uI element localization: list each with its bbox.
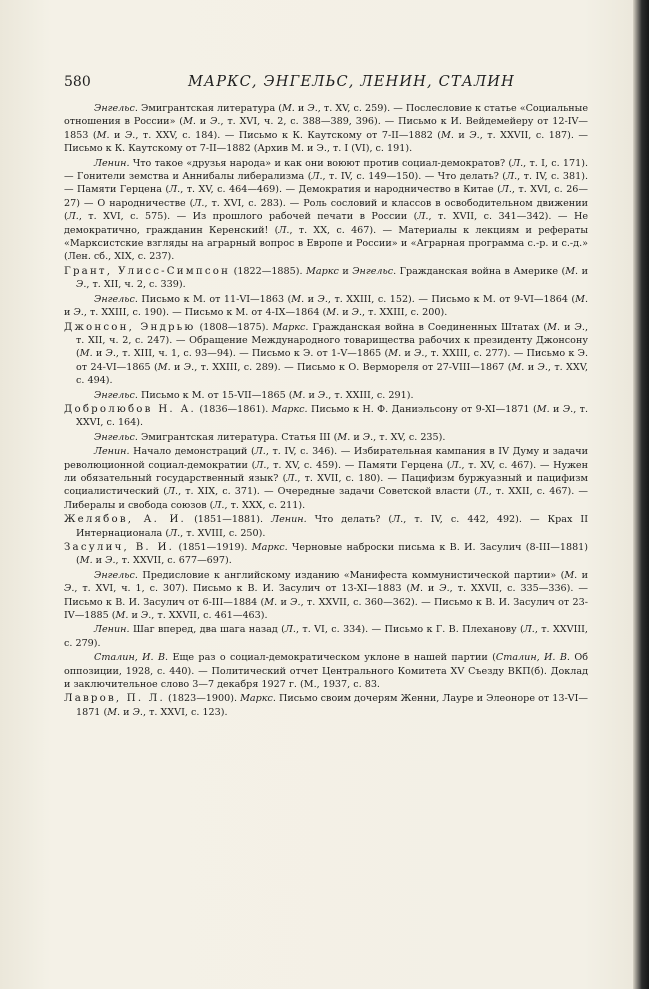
entry-text: Письмо своим дочерям Женни, Лауре и Элеоноре от 13-VI—1871 ( (76, 693, 588, 718)
entry-text: , т. XVII, с. 341—342). — Не демократично, гражданин Керенский! ( (64, 211, 588, 236)
italic-author: Л. (392, 514, 404, 526)
entry-text: и (560, 321, 575, 333)
entry-text: (1808—1875). (195, 321, 273, 333)
person-name: Лавров, П. Л. (64, 693, 165, 705)
italic-author: Ленин. (94, 446, 130, 458)
entry-text: и (92, 348, 106, 360)
italic-author: Ленин. (94, 157, 130, 169)
person-name: Джонсон, Эндрью (64, 321, 196, 333)
entry-text: и (577, 569, 588, 581)
italic-author: Э. (439, 583, 450, 595)
entry-text: и (305, 389, 318, 401)
index-subentry (64, 651, 588, 691)
index-subentry (64, 102, 588, 156)
italic-author: М. (410, 583, 423, 595)
entry-text: , т. XV, с. 235). (373, 431, 446, 443)
italic-author: Л. (278, 224, 290, 236)
entry-text: , т. XVI, ч. 1, с. 307). Письмо к В. И. Засулич от 13-XI—1883 ( (74, 583, 411, 595)
italic-author: М. (575, 293, 589, 305)
italic-author: Энгельс. (94, 569, 138, 581)
index-entry (64, 321, 588, 388)
italic-author: Л. (450, 459, 462, 471)
entry-text: , т. XV, с. 464—469). — Демократия и народничество в Китае ( (180, 184, 501, 196)
italic-author: Маркс. (251, 542, 288, 553)
italic-author: Сталин, И. В. (94, 652, 169, 664)
index-entry (64, 513, 588, 540)
italic-author: Л. (254, 446, 266, 458)
entry-text: , т. XXIII, с. 152). — Письмо к М. от 9-VI—1864 ( (327, 293, 576, 305)
italic-author: М. (565, 265, 579, 277)
entry-text: и (338, 265, 353, 277)
italic-author: М. (157, 361, 171, 373)
entry-text: , т. XXV, с. 494). (76, 361, 589, 387)
italic-author: Э. (105, 348, 116, 360)
entry-text: (1823—1900). (164, 693, 241, 705)
person-name: Добролюбов Н. А. (64, 403, 196, 415)
entry-text: , т. XII, ч. 2, с. 247). — Обращение Международного товарищества рабочих к президенту Джонсону ( (76, 321, 588, 360)
italic-author: М. (337, 431, 351, 443)
italic-author: Л. (169, 527, 181, 539)
entry-text: и (64, 307, 74, 319)
entry-text: , т. XII, ч. 2, с. 339). (86, 279, 186, 291)
running-title: МАРКС, ЭНГЕЛЬС, ЛЕНИН, СТАЛИН (187, 74, 515, 90)
entry-text: Еще раз о социал-демократическом уклоне в нашей партии ( (168, 652, 496, 664)
entry-text: , т. XXVII, с. 187). — Письмо к К. Каутскому от 7-II—1882 (Архив М. и Э., т. I (VI), с. 191). (64, 129, 588, 155)
italic-author: Э. (537, 361, 548, 373)
index-entry (64, 403, 588, 430)
italic-author: Л. (512, 157, 524, 169)
italic-author: Л. (286, 472, 298, 484)
entry-text: , т. XXIII, с. 289). — Письмо к О. Вермореля от 27-VIII—1867 ( (194, 361, 512, 373)
entry-text: , т. XXVII, с. 677—697). (115, 555, 232, 567)
page-number: 580 (64, 74, 91, 90)
index-entries (64, 102, 588, 719)
entry-text: и (453, 129, 470, 141)
italic-author: Э. (562, 403, 574, 415)
italic-author: Маркс (306, 265, 339, 277)
italic-author: Энгельс. (94, 389, 138, 401)
italic-author: Э. (64, 583, 75, 595)
entry-text: , т. XV, с. 259). — Послесловие к статье «Социальные отношения в России» ( (64, 103, 588, 128)
entry-text: и (128, 610, 141, 622)
index-subentry (64, 445, 588, 512)
entry-text: Об оппозиции, 1928, с. 440). — Политический отчет Центрального Комитета XV Съезду ВКП(б). Доклад и заключительное слово 3—7 декабря 1927 г. (М., 1937, с. 83. (64, 652, 588, 691)
entry-text: и (524, 361, 538, 373)
italic-author: Л. (167, 486, 179, 498)
italic-author: Э. (132, 706, 143, 718)
entry-text: Эмигрантская литература. Статья III ( (137, 431, 338, 443)
entry-text: Письмо к М. от 15-VII—1865 ( (137, 389, 293, 401)
entry-text: , т. XXIII, с. 291). (328, 389, 414, 401)
italic-author: М. (441, 129, 454, 141)
italic-author: М. (326, 307, 340, 319)
entry-text: , т. XXVII, с. 461—463). (151, 610, 268, 622)
entry-text: и (294, 103, 308, 114)
entry-text: и (304, 293, 318, 305)
entry-text: Письмо к Н. Ф. Даниэльсону от 9-XI—1871 ( (307, 403, 537, 415)
italic-author: Энгельс. (94, 431, 138, 443)
entry-text: , т. XIX, с. 371). — Очередные задачи Советской власти ( (178, 486, 478, 498)
entry-text: Черновые наброски письма к В. И. Засулич (8-III—1881) ( (76, 542, 589, 567)
entry-text: , т. XXIII, с. 277). — Письмо к Э. от 24-VI—1865 ( (76, 348, 589, 373)
entry-text: , т. XVI, с. 26—27) — О народничестве ( (64, 184, 588, 209)
index-entry (64, 541, 588, 568)
italic-author: Ленин. (271, 514, 307, 526)
entry-text: , т. VI, с. 334). — Письмо к Г. В. Плеханову ( (295, 624, 524, 636)
entry-text: , т. XIII, ч. 1, с. 93—94). — Письмо к Э. от 1-V—1865 ( (115, 348, 389, 360)
italic-author: Э. (317, 389, 329, 401)
entry-text: , т. XXVI, с. 164). (76, 403, 589, 429)
entry-text: , т. XXV, с. 184). — Письмо к К. Каутскому от 7-II—1882 ( (135, 129, 442, 141)
italic-author: М. (547, 321, 561, 333)
entry-text: Начало демонстраций ( (129, 446, 255, 458)
entry-text: , т. IV, с. 442, 492). — Крах II Интернационала ( (76, 514, 589, 539)
entry-text: и (120, 706, 133, 718)
index-subentry (64, 389, 588, 402)
italic-author: Э. (469, 129, 480, 141)
entry-text: и (350, 431, 363, 443)
italic-author: Э. (76, 279, 87, 291)
italic-author: М. (264, 596, 278, 608)
entry-text: , т. IV, с. 149—150). — Что делать? ( (322, 171, 507, 183)
person-name: Грант, Улисс-Симпсон (64, 265, 231, 277)
italic-author: Э. (362, 431, 374, 443)
italic-author: Э. (105, 555, 116, 567)
entry-text: , т. XXX, с. 211). (224, 499, 306, 511)
entry-text: , т. XVI, с. 575). — Из прошлого рабочей печати в России ( (78, 211, 418, 223)
entry-text: , т. I, с. 171). — Гонители земства и Аннибалы либерализма ( (64, 157, 588, 183)
italic-author: Э. (414, 348, 425, 360)
entry-text: и (277, 596, 291, 608)
entry-text: , т. XVI, ч. 2, с. 388—389, 396). — Письмо к И. Вейдемейеру от 12-IV—1853 ( (64, 116, 589, 141)
entry-text: Шаг вперед, два шага назад ( (129, 624, 285, 636)
entry-text: , т. XXIII, с. 190). — Письмо к М. от 4-IX—1864 ( (83, 307, 327, 319)
entry-text: , т. XXVIII, с. 279). (64, 624, 588, 649)
italic-author: М. (79, 555, 93, 567)
italic-author: Л. (284, 624, 296, 636)
italic-author: Маркс. (272, 321, 309, 333)
entry-text: Что такое «друзья народа» и как они воюют против социал-демократов? ( (129, 157, 513, 169)
italic-author: Э. (124, 129, 136, 141)
entry-text: , т. XX, с. 467). — Материалы к лекциям и рефераты «Марксистские взгляды на аграрный вопрос в Европе и России» и «Аграрная программа с.-р. и с.-д.» (Лен. сб., XIX, с. 237). (64, 224, 589, 263)
italic-author: Э. (290, 596, 301, 608)
entry-text: и (549, 403, 563, 415)
italic-author: Э. (317, 293, 328, 305)
italic-author: Энгельс. (94, 103, 138, 114)
index-subentry (64, 157, 588, 264)
italic-author: М. (79, 348, 93, 360)
italic-author: Л. (311, 171, 323, 183)
index-entry (64, 692, 588, 719)
italic-author: М. (291, 293, 305, 305)
italic-author: М. (115, 610, 129, 622)
entry-text: , т. XVI, с. 283). — Роль сословий и классов в освободительном движении ( (64, 197, 588, 223)
index-subentry (64, 569, 588, 623)
entry-text: (1851—1881). (186, 514, 272, 526)
italic-author: М. (536, 403, 550, 415)
person-name: Желябов, А. И. (64, 514, 186, 526)
entry-text: Письмо к М. от 11-VI—1863 ( (137, 293, 292, 305)
entry-text: (1851—1919). (174, 542, 252, 553)
person-name: Засулич, В. И. (64, 542, 175, 553)
italic-author: Э. (140, 610, 152, 622)
italic-author: Энгельс. (94, 293, 138, 305)
italic-author: Э. (307, 103, 318, 114)
italic-author: Л. (255, 459, 267, 471)
italic-author: Э. (73, 307, 84, 319)
entry-text: , т. XXVI, с. 123). (142, 706, 228, 718)
entry-text: Что делать? ( (306, 514, 393, 526)
entry-text: (1822—1885). (230, 265, 307, 277)
entry-text: , т. IV, с. 381). — Памяти Герцена ( (64, 171, 588, 196)
italic-author: М. (564, 569, 578, 581)
index-subentry (64, 623, 588, 650)
entry-text: Гражданская война в Соединенных Штатах ( (308, 321, 548, 333)
italic-author: Э. (210, 116, 221, 128)
index-entry (64, 265, 588, 292)
entry-text: и (423, 583, 440, 595)
entry-text: , т. XV, с. 459). — Памяти Герцена ( (266, 459, 451, 471)
entry-text: , т. XXVII, с. 360—362). — Письмо к В. И. Засулич от 23-IV—1885 ( (64, 596, 588, 622)
italic-author: Ленин. (94, 624, 130, 636)
entry-text: , т. XXII, с. 467). — Либералы и свобода союзов ( (64, 486, 588, 511)
italic-author: Э. (183, 361, 195, 373)
italic-author: М. (183, 116, 196, 128)
italic-author: М. (107, 706, 121, 718)
entry-text: (1836—1861). (196, 403, 272, 415)
page-header (64, 74, 609, 96)
italic-author: Л. (169, 184, 181, 196)
entry-text: , т. XVIII, с. 250). (180, 527, 266, 539)
italic-author: М. (292, 389, 306, 401)
italic-author: Л. (193, 197, 205, 209)
entry-text: и (578, 265, 588, 277)
entry-text: Предисловие к английскому изданию «Манифеста коммунистической партии» ( (137, 569, 565, 581)
entry-text: , т. XV, с. 467). — Нужен ли обязательный государственный язык? ( (64, 459, 588, 484)
entry-text: и (339, 307, 352, 319)
entry-text: , т. XXVII, с. 335—336). — Письмо к В. И. Засулич от 6-III—1884 ( (64, 583, 588, 608)
book-spine (633, 0, 649, 989)
italic-author: Маркс. (271, 403, 308, 415)
italic-author: Сталин, И. В. (495, 652, 570, 664)
entry-text: и (109, 129, 125, 141)
italic-author: Л. (213, 499, 225, 511)
italic-author: М. (511, 361, 525, 373)
italic-author: Л. (417, 211, 429, 223)
index-subentry (64, 293, 588, 320)
entry-text: и (92, 555, 106, 567)
entry-text: и (170, 361, 184, 373)
entry-text: и (195, 116, 211, 128)
italic-author: Л. (523, 624, 535, 636)
entry-text: , т. IV, с. 346). — Избирательная кампания в IV Думу и задачи революционной социал-демократии ( (64, 446, 588, 471)
italic-author: М. (281, 103, 295, 114)
italic-author: Л. (500, 184, 512, 196)
entry-text: и (401, 348, 415, 360)
italic-author: Э. (351, 307, 363, 319)
italic-author: Л. (477, 486, 489, 498)
index-subentry (64, 431, 588, 444)
italic-author: М. (96, 129, 110, 141)
entry-text: , т. XXIII, с. 200). (362, 307, 448, 319)
italic-author: Э. (574, 321, 585, 333)
italic-author: Л. (506, 171, 518, 183)
entry-text: Эмигрантская литература ( (137, 103, 282, 114)
entry-text: Гражданская война в Америке ( (396, 265, 566, 277)
entry-text: , т. XVII, с. 180). — Пацифизм буржуазный и пацифизм социалистический ( (64, 472, 588, 498)
italic-author: Энгельс. (352, 265, 397, 277)
italic-author: Маркс. (240, 693, 276, 705)
italic-author: Л. (67, 211, 79, 223)
italic-author: М. (388, 348, 402, 360)
